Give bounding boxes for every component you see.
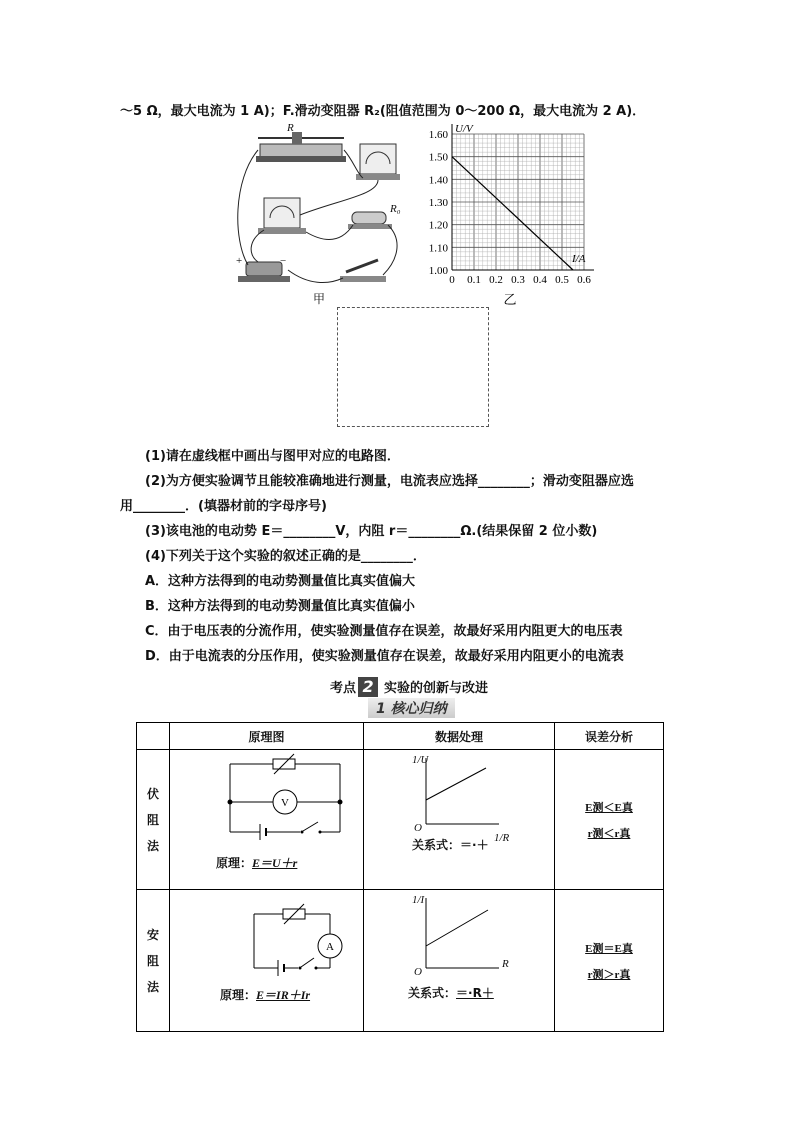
meter-label: V [281, 797, 289, 809]
label-R0: R₀ [390, 203, 401, 215]
table-header-row [137, 723, 664, 750]
question-2a: (2)为方便实验调节且能较准确地进行测量，电流表应选择________；滑动变阻器应选 [145, 474, 634, 489]
graph-y-label: 1/U [412, 754, 429, 766]
series-line [452, 157, 573, 270]
linear-graph [364, 750, 554, 886]
option-d: D．由于电流表的分压作用，使实验测量值存在误差，故最好采用内阻更小的电流表 [145, 649, 624, 664]
x-tick-label: 0 [449, 274, 455, 286]
section-heading [330, 677, 488, 697]
table-row [137, 890, 664, 1032]
method-name: 安 阻 法 [137, 890, 170, 1032]
graph-origin: O [414, 966, 422, 978]
question-2b: 用________．(填器材前的字母序号) [120, 499, 327, 514]
section-title: 实验的创新与改进 [384, 681, 489, 696]
dashed-answer-box[interactable] [337, 307, 489, 427]
x-tick-label: 0.1 [467, 274, 481, 286]
ammeter-resistance-circuit [170, 890, 363, 1028]
x-tick-label: 0.5 [555, 274, 569, 286]
section-number-badge: 2 [358, 677, 378, 697]
principle-text: 原理：E＝U＋r [216, 856, 298, 870]
linear-graph [364, 890, 554, 1028]
principle-diagram-cell [170, 750, 364, 890]
table-header-error: 误差分析 [555, 723, 664, 750]
x-axis-label: I/A [572, 253, 586, 265]
graph-x-label: R [502, 958, 509, 970]
graph-y-label: 1/I [412, 894, 425, 906]
y-tick-label: 1.10 [428, 242, 448, 255]
graph-origin: O [414, 822, 422, 834]
y-axis-label: U/V [455, 123, 473, 135]
graph-x-label: 1/R [494, 832, 510, 844]
figure-yi-caption: 乙 [503, 293, 517, 308]
principle-diagram-cell [170, 890, 364, 1032]
core-summary-banner: 1 核心归纳 [368, 698, 455, 718]
option-b: B．这种方法得到的电动势测量值比真实值偏小 [145, 599, 415, 614]
table-header-diagram: 原理图 [170, 723, 364, 750]
data-processing-cell [364, 890, 555, 1032]
meter-label: A [326, 941, 334, 953]
table-row [137, 750, 664, 890]
y-tick-label: 1.50 [428, 151, 448, 164]
question-3: (3)该电池的电动势 E＝________V，内阻 r＝________Ω.(结果保留 2 位小数) [145, 524, 598, 539]
method-name: 伏 阻 法 [137, 750, 170, 890]
label-minus: − [280, 255, 287, 267]
x-tick-label: 0.4 [533, 274, 547, 286]
table-header-data: 数据处理 [364, 723, 555, 750]
top-line: ～5 Ω，最大电流为 1 A)；F.滑动变阻器 R₂(阻值范围为 0～200 Ω，最大电流为 2 A)． [120, 104, 646, 119]
error-resistance: r测＞r真 [587, 968, 631, 981]
y-tick-label: 1.20 [428, 219, 448, 232]
x-tick-label: 0.6 [577, 274, 591, 286]
label-plus: + [236, 255, 243, 267]
figure-jia-apparatus [228, 120, 408, 300]
option-c: C．由于电压表的分流作用，使实验测量值存在误差，故最好采用内阻更大的电压表 [145, 624, 623, 639]
section-prefix: 考点 [330, 681, 357, 696]
question-4: (4)下列关于这个实验的叙述正确的是________． [145, 549, 426, 564]
error-analysis-cell [555, 890, 664, 1032]
error-resistance: r测＜r真 [587, 827, 631, 840]
error-analysis-cell [555, 750, 664, 890]
y-tick-label: 1.00 [428, 265, 448, 277]
option-a: A．这种方法得到的电动势测量值比真实值偏大 [145, 574, 416, 589]
y-tick-label: 1.60 [428, 129, 448, 141]
relation-text: 关系式：＝·R＋ [408, 986, 494, 1000]
table-header-blank [137, 723, 170, 750]
x-tick-label: 0.2 [489, 274, 503, 286]
label-R: R [287, 122, 294, 134]
principle-text: 原理：E＝IR＋Ir [220, 988, 311, 1002]
question-1: (1)请在虚线框中画出与图甲对应的电路图． [145, 449, 400, 464]
figure-yi-chart [410, 118, 610, 308]
relation-text: 关系式：＝·＋ [412, 838, 489, 852]
data-processing-cell [364, 750, 555, 890]
error-emf: E测＜E真 [585, 801, 633, 814]
y-tick-label: 1.40 [428, 174, 448, 187]
y-tick-label: 1.30 [428, 197, 448, 209]
x-tick-label: 0.3 [511, 274, 525, 286]
summary-table [136, 722, 664, 1032]
error-emf: E测＝E真 [585, 942, 633, 955]
figure-jia-caption: 甲 [313, 292, 326, 306]
